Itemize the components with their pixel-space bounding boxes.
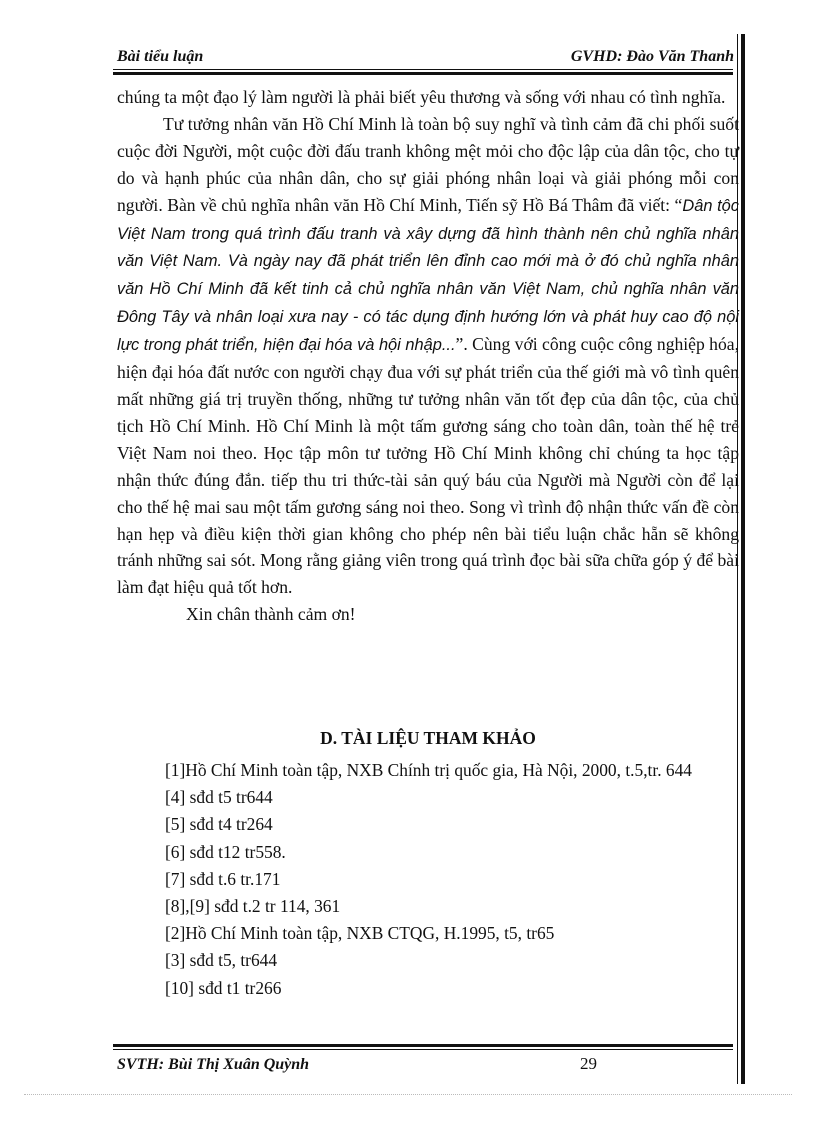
references-title: D. TÀI LIỆU THAM KHẢO bbox=[320, 728, 536, 748]
header-rule-thin bbox=[113, 69, 733, 70]
paragraph-rest: ”. Cùng với công cuộc công nghiệp hóa, hiện đại hóa đất nước con người chạy đua với sự phát triển của thế giới mà vô tình quên mất những giá trị truyền thống, những tư tưởng nhân văn tốt đẹp của dân tộc, của chủ tịch Hồ Chí Minh. Hồ Chí Minh là một tấm gương sáng cho toàn dân, toàn thế hệ trẻ Việt Nam noi theo. Học tập môn tư tưởng Hồ Chí Minh không chỉ chúng ta học tập nhận thức đúng đắn. tiếp thu tri thức-tài sản quý báu của Người mà Người còn để lại cho thế hệ mai sau một tấm gương sáng noi theo. Song vì trình độ nhận thức vấn đề còn hạn hẹp và điều kiện thời gian không cho phép nên bài tiểu luận chắc hẵn sẽ không tránh những sai sót. Mong rằng giảng viên trong quá trình đọc bài sữa chữa góp ý để bài làm đạt hiệu quả tốt hơn. bbox=[117, 334, 739, 598]
references-list bbox=[117, 757, 739, 1002]
reference-item: [4] sđd t5 tr644 bbox=[165, 787, 273, 808]
paragraph-main bbox=[117, 111, 739, 601]
reference-item: [5] sđd t4 tr264 bbox=[165, 814, 273, 835]
thanks-line: Xin chân thành cảm ơn! bbox=[186, 604, 356, 625]
header-left: Bài tiểu luận bbox=[117, 48, 204, 65]
quotation: Dân tộc Việt Nam trong quá trình đấu tranh và xây dựng đã hình thành nên chủ nghĩa nhân văn Việt Nam. Và ngày nay đã phát triển lên đỉnh cao mới mà ở đó chủ nghĩa nhân văn Hồ Chí Minh đã kết tinh cả chủ nghĩa nhân văn Việt Nam, chủ nghĩa nhân văn Đông Tây và nhân loại xưa nay - có tác dụng định hướng lớn và phát huy cao độ nội lực trong phát triển, hiện đại hóa và hội nhập... bbox=[117, 196, 739, 355]
reference-item: [2]Hồ Chí Minh toàn tập, NXB CTQG, H.1995, t5, tr65 bbox=[165, 923, 555, 944]
reference-item: [1]Hồ Chí Minh toàn tập, NXB Chính trị quốc gia, Hà Nội, 2000, t.5,tr. 644 bbox=[165, 760, 692, 780]
reference-item: [7] sđd t.6 tr.171 bbox=[165, 868, 281, 889]
footer-rule-thin bbox=[113, 1049, 733, 1050]
header-right: GVHD: Đào Văn Thanh bbox=[570, 48, 734, 65]
footer-rule-thick bbox=[113, 1044, 733, 1047]
page-footer bbox=[117, 1052, 738, 1074]
page-header bbox=[117, 46, 738, 68]
footer-author: SVTH: Bùi Thị Xuân Quỳnh bbox=[117, 1056, 310, 1073]
page-border-right bbox=[741, 34, 745, 1084]
body-text bbox=[117, 84, 739, 628]
bottom-dotted-line bbox=[24, 1094, 792, 1095]
reference-item: [8],[9] sđd t.2 tr 114, 361 bbox=[165, 896, 341, 917]
reference-item: [10] sđd t1 tr266 bbox=[165, 977, 282, 998]
reference-item: [3] sđd t5, tr644 bbox=[165, 950, 278, 971]
paragraph-continued: chúng ta một đạo lý làm người là phải biết yêu thương và sống với nhau có tình nghĩa. bbox=[117, 87, 726, 107]
header-rule-thick bbox=[113, 72, 733, 75]
paragraph-intro: Tư tưởng nhân văn Hồ Chí Minh là toàn bộ suy nghĩ và tình cảm đã chi phối suốt cuộc đời Người, một cuộc đời đấu tranh không mệt mỏi cho độc lập của dân tộc, cho tự do và hạnh phúc của nhân dân, cho sự giải phóng nhân loại và giải phóng mỗi con người. Bàn về chủ nghĩa nhân văn Hồ Chí Minh, Tiến sỹ Hồ Bá Thâm đã viết: “ bbox=[117, 113, 739, 215]
page-number: 29 bbox=[580, 1054, 597, 1073]
reference-item: [6] sđd t12 tr558. bbox=[165, 841, 286, 862]
